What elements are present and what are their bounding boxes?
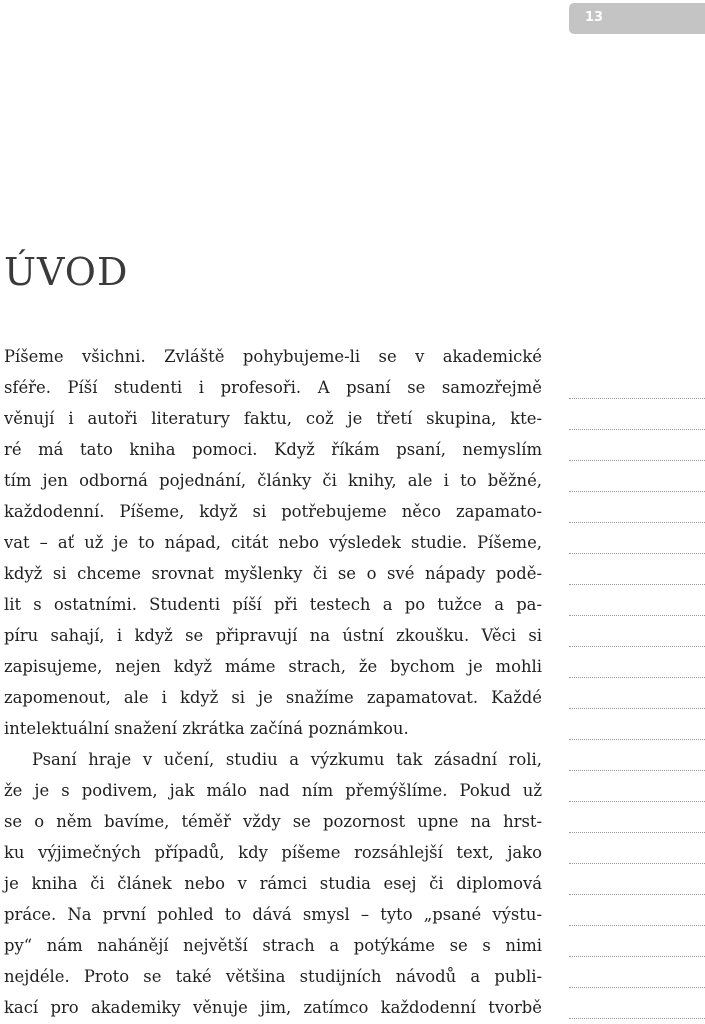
note-line bbox=[569, 802, 705, 833]
note-line bbox=[569, 864, 705, 895]
text-line: lit s ostatními. Studenti píší při testech a po tužce a pa- bbox=[4, 595, 542, 614]
note-line bbox=[569, 957, 705, 988]
text-line: píru sahají, i když se připravují na ústní zkoušku. Věci si bbox=[4, 626, 542, 645]
text-line: je kniha či článek nebo v rámci studia esej či diplomová bbox=[4, 874, 542, 893]
note-line bbox=[569, 740, 705, 771]
text-line: ré má tato kniha pomoci. Když říkám psaní, nemyslím bbox=[4, 440, 542, 459]
text-line: tím jen odborná pojednání, články či knihy, ale i to běžné, bbox=[4, 471, 542, 490]
page-number: 13 bbox=[585, 10, 604, 25]
note-line bbox=[569, 368, 705, 399]
text-line: se o něm bavíme, téměř vždy se pozornost upne na hrst- bbox=[4, 812, 542, 831]
note-line bbox=[569, 771, 705, 802]
text-line: kací pro akademiky věnuje jim, zatímco každodenní tvorbě bbox=[4, 998, 542, 1017]
text-line: intelektuální snažení zkrátka začíná poznámkou. bbox=[4, 719, 409, 738]
note-line bbox=[569, 647, 705, 678]
note-line bbox=[569, 461, 705, 492]
note-line bbox=[569, 554, 705, 585]
text-line: zapisujeme, nejen když máme strach, že bychom je mohli bbox=[4, 657, 542, 676]
text-line: Psaní hraje v učení, studiu a výzkumu tak zásadní roli, bbox=[32, 750, 542, 769]
text-line: vat – ať už je to nápad, citát nebo výsledek studie. Píšeme, bbox=[4, 533, 542, 552]
note-line bbox=[569, 678, 705, 709]
text-line: že je s podivem, jak málo nad ním přemýšlíme. Pokud už bbox=[4, 781, 542, 800]
body-text bbox=[4, 341, 542, 1023]
note-line bbox=[569, 833, 705, 864]
text-line: zapomenout, ale i když si je snažíme zapamatovat. Každé bbox=[4, 688, 542, 707]
page-number-tab bbox=[569, 3, 705, 34]
note-line bbox=[569, 709, 705, 740]
note-line bbox=[569, 585, 705, 616]
text-line: ku výjimečných případů, kdy píšeme rozsáhlejší text, jako bbox=[4, 843, 542, 862]
text-line: když si chceme srovnat myšlenky či se o své nápady podě- bbox=[4, 564, 542, 583]
note-line bbox=[569, 895, 705, 926]
note-line bbox=[569, 616, 705, 647]
note-line bbox=[569, 430, 705, 461]
note-line bbox=[569, 399, 705, 430]
text-line: nejdéle. Proto se také většina studijních návodů a publi- bbox=[4, 967, 542, 986]
note-line bbox=[569, 988, 705, 1019]
text-line: věnují i autoři literatury faktu, což je třetí skupina, kte- bbox=[4, 409, 542, 428]
text-line: py“ nám nahánějí největší strach a potýkáme se s nimi bbox=[4, 936, 542, 955]
note-line bbox=[569, 492, 705, 523]
text-line: práce. Na první pohled to dává smysl – tyto „psané výstu- bbox=[4, 905, 542, 924]
note-line bbox=[569, 926, 705, 957]
text-line: sféře. Píší studenti i profesoři. A psaní se samozřejmě bbox=[4, 378, 542, 397]
chapter-title: ÚVOD bbox=[4, 250, 129, 294]
text-line: každodenní. Píšeme, když si potřebujeme něco zapamato- bbox=[4, 502, 542, 521]
text-line: Píšeme všichni. Zvláště pohybujeme-li se v akademické bbox=[4, 347, 542, 366]
margin-note-lines bbox=[569, 368, 705, 1019]
note-line bbox=[569, 523, 705, 554]
